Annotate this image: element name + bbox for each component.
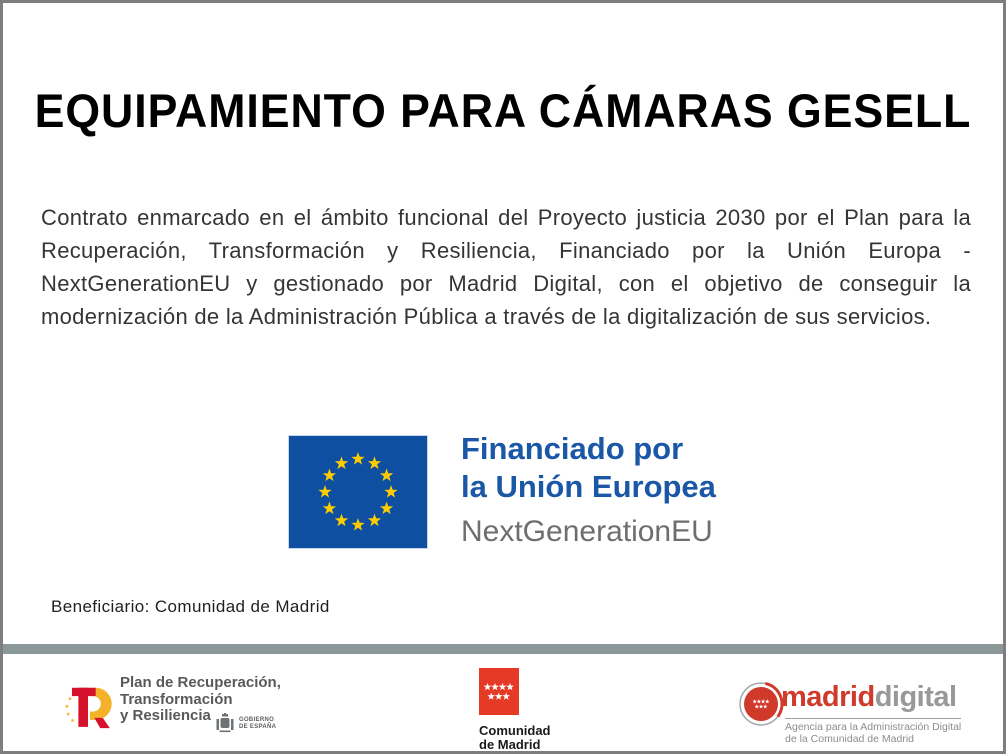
madrid-digital-word2: digital [874, 681, 957, 713]
divider-band [0, 644, 1006, 654]
eu-funding-line1: Financiado por [461, 431, 684, 466]
eu-funding-line3: NextGenerationEU [461, 515, 713, 548]
eu-funding-line2: la Unión Europea [461, 469, 716, 504]
eu-funding-text [461, 430, 781, 551]
page-title: EQUIPAMIENTO PARA CÁMARAS GESELL [34, 84, 972, 137]
gobierno-espana-crest-icon [215, 713, 235, 735]
md-sub-line2: de la Comunidad de Madrid [785, 733, 914, 745]
madrid-digital-subtitle [785, 718, 961, 745]
gobierno-espana-text [239, 717, 276, 731]
plan-line2: Transformación [120, 690, 233, 708]
comunidad-madrid-text [479, 724, 551, 752]
plan-line1: Plan de Recuperación, [120, 674, 281, 691]
beneficiary-line: Beneficiario: Comunidad de Madrid [51, 597, 330, 616]
madrid-digital-wordmark [781, 681, 957, 714]
plan-recuperacion-tr-icon [63, 675, 113, 739]
gov-line1: GOBIERNO [239, 717, 275, 723]
cam-line1: Comunidad [479, 723, 551, 738]
comunidad-madrid-flag-icon [479, 668, 519, 715]
description-paragraph: Contrato enmarcado en el ámbito funcional del Proyecto justicia 2030 por el Plan para la Recuperación, Transformación y Resiliencia, Financiado por la Unión Europa - NextGenerationEU y gestionado por Madrid Digital, con el objetivo de conseguir la modernización de la Administración Pública a través de la digitalización de sus servicios. [41, 205, 971, 329]
md-sub-line1: Agencia para la Administración Digital [785, 721, 962, 733]
plan-line3: y Resiliencia [120, 707, 211, 724]
gov-line2: DE ESPAÑA [239, 724, 277, 730]
comunidad-madrid-logo [479, 668, 551, 752]
eu-flag-icon [289, 436, 427, 548]
cam-line2: de Madrid [479, 737, 541, 752]
madrid-digital-icon [738, 681, 784, 727]
gobierno-espana-emblem [215, 713, 276, 735]
plan-recuperacion-logo [63, 671, 313, 749]
madrid-digital-word1: madrid [781, 681, 875, 713]
